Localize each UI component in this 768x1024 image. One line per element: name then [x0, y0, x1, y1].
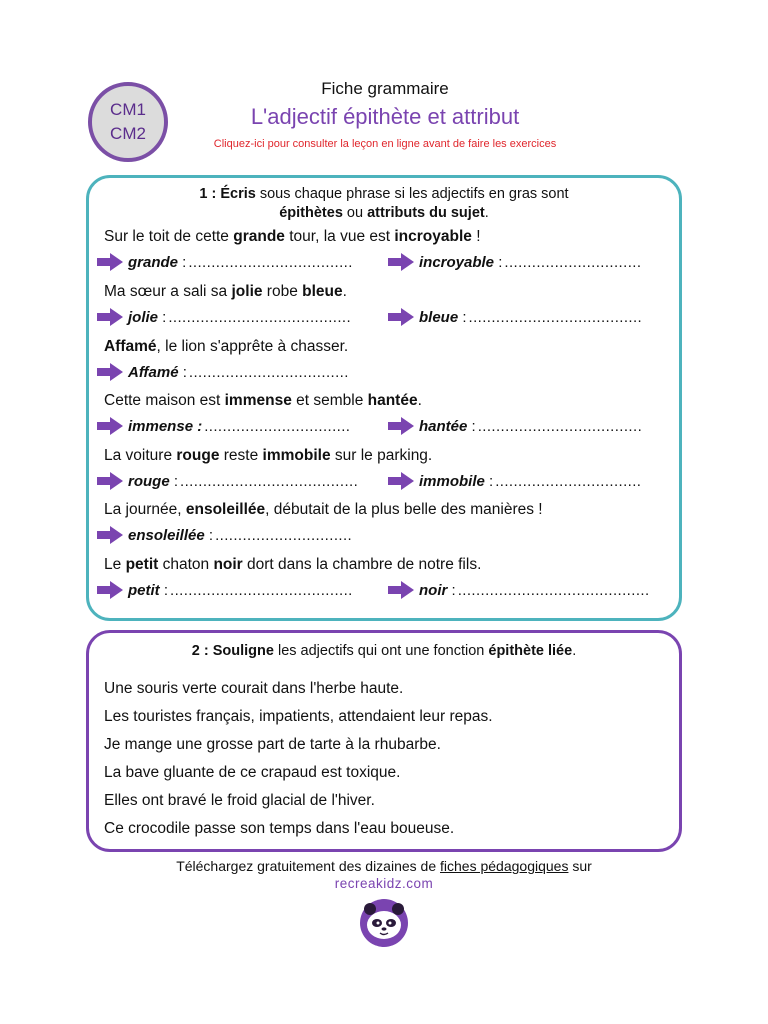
arrow-right-icon — [97, 472, 123, 490]
arrow-right-icon — [388, 581, 414, 599]
arrow-right-icon — [97, 417, 123, 435]
fiches-link[interactable]: fiches pédagogiques — [440, 858, 569, 874]
sentence-4: Cette maison est immense et semble hantée. — [104, 392, 422, 409]
arrow-right-icon — [388, 253, 414, 271]
arrow-right-icon — [97, 308, 123, 326]
answer-grande[interactable]: grande : .................................... — [97, 253, 353, 271]
lesson-title: L'adjectif épithète et attribut — [250, 104, 520, 129]
sentence-7: Le petit chaton noir dort dans la chambre de notre fils. — [104, 556, 482, 573]
sentence-2: Ma sœur a sali sa jolie robe bleue. — [104, 283, 347, 300]
exercise-2-sentence[interactable]: Une souris verte courait dans l'herbe haute. — [104, 680, 404, 697]
answer-jolie[interactable]: jolie : ........................................ — [97, 308, 351, 326]
exercise-2-sentence[interactable]: Les touristes français, impatients, attendaient leur repas. — [104, 708, 493, 725]
footer-text: Téléchargez gratuitement des dizaines de fiches pédagogiques sur — [176, 858, 592, 874]
answer-petit[interactable]: petit : ........................................ — [97, 581, 353, 599]
panda-logo-icon — [355, 896, 413, 948]
exercise-2-sentence[interactable]: Je mange une grosse part de tarte à la rhubarbe. — [104, 736, 441, 753]
level-cm2: CM2 — [110, 124, 146, 143]
answer-rouge[interactable]: rouge : ....................................... — [97, 472, 358, 490]
online-lesson-link[interactable]: Cliquez-ici pour consulter la leçon en ligne avant de faire les exercices — [213, 138, 557, 150]
arrow-right-icon — [388, 472, 414, 490]
answer-ensoleillee[interactable]: ensoleillée : .............................. — [97, 526, 352, 544]
exercise-2-sentence[interactable]: Ce crocodile passe son temps dans l'eau boueuse. — [104, 820, 455, 837]
answer-hantee[interactable]: hantée : .................................... — [388, 417, 642, 435]
answer-immense[interactable]: immense : ................................ — [97, 417, 350, 435]
arrow-right-icon — [97, 526, 123, 544]
arrow-right-icon — [97, 363, 123, 381]
level-cm1: CM1 — [110, 100, 146, 119]
exercise-2-sentence[interactable]: Elles ont bravé le froid glacial de l'hiver. — [104, 792, 375, 809]
answer-bleue[interactable]: bleue : ...................................... — [388, 308, 642, 326]
exercise-1-instruction: 1 : Écris sous chaque phrase si les adjectifs en gras sont épithètes ou attributs du sujet. — [199, 186, 569, 221]
level-badge — [88, 82, 168, 162]
sentence-6: La journée, ensoleillée, débutait de la plus belle des manières ! — [104, 501, 543, 518]
sentence-1: Sur le toit de cette grande tour, la vue est incroyable ! — [104, 228, 481, 245]
answer-affame[interactable]: Affamé : ................................... — [97, 363, 349, 381]
sheet-title: Fiche grammaire — [321, 79, 449, 98]
site-link[interactable]: recreakidz.com — [334, 876, 434, 891]
sentence-5: La voiture rouge reste immobile sur le parking. — [104, 447, 433, 464]
exercise-2-sentence[interactable]: La bave gluante de ce crapaud est toxique. — [104, 764, 401, 781]
arrow-right-icon — [97, 253, 123, 271]
answer-immobile[interactable]: immobile : ................................ — [388, 472, 641, 490]
arrow-right-icon — [97, 581, 123, 599]
arrow-right-icon — [388, 308, 414, 326]
answer-noir[interactable]: noir : .......................................... — [388, 581, 650, 599]
exercise-2-instruction: 2 : Souligne les adjectifs qui ont une fonction épithète liée. — [191, 643, 577, 659]
answer-incroyable[interactable]: incroyable : .............................. — [388, 253, 641, 271]
arrow-right-icon — [388, 417, 414, 435]
sentence-3: Affamé, le lion s'apprête à chasser. — [104, 338, 349, 355]
